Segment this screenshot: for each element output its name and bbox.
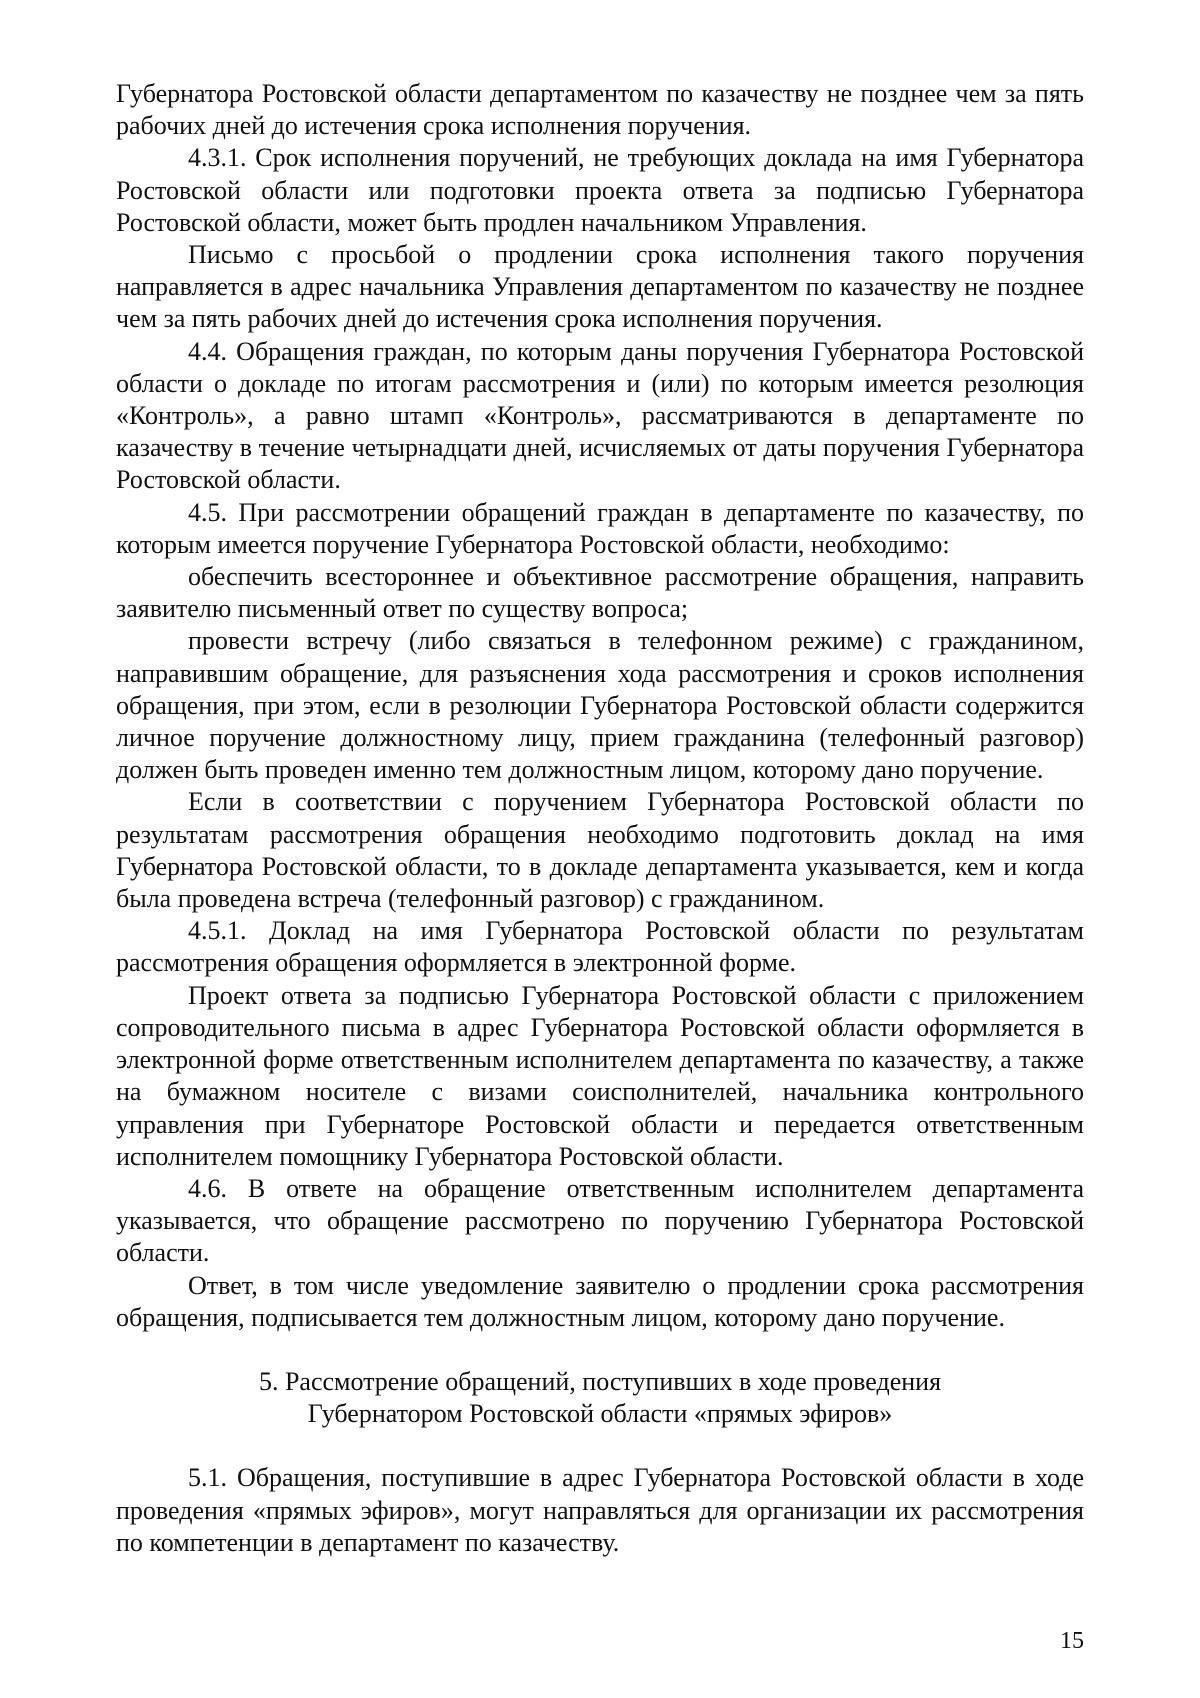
paragraph-4-5-1: 4.5.1. Доклад на имя Губернатора Ростовской области по результатам рассмотрения обращения оформляется в электронной форме. (116, 916, 1084, 978)
paragraph-4-6: 4.6. В ответе на обращение ответственным исполнителем департамента указывается, что обращение рассмотрено по поручению Губернатора Ростовской области. (116, 1173, 1084, 1268)
paragraph-draft-answer: Проект ответа за подписью Губернатора Ростовской области с приложением сопроводительного письма в адрес Губернатора Ростовской области оформляется в электронной форме ответственным исполнителем департамента по казачеству, а также на бумажном носителе с визами соисполнителей, начальника контрольного управления при Губернаторе Ростовской области и передается ответственным исполнителем помощнику Губернатора Ростовской области. (116, 980, 1084, 1171)
paragraph-hold-meeting: провести встречу (либо связаться в телефонном режиме) с гражданином, направившим обращение, для разъяснения хода рассмотрения и сроков исполнения обращения, при этом, если в резолюции Губернатора Ростовской области содержится личное поручение должностному лицу, прием гражданина (телефонный разговор) должен быть проведен именно тем должностным лицом, которому дано поручение. (116, 626, 1084, 785)
document-page (116, 78, 1084, 1559)
paragraph-ensure-review: обеспечить всестороннее и объективное рассмотрение обращения, направить заявителю письменный ответ по существу вопроса; (116, 562, 1084, 624)
paragraph-4-3-1: 4.3.1. Срок исполнения поручений, не требующих доклада на имя Губернатора Ростовской области или подготовки проекта ответа за подписью Губернатора Ростовской области, может быть продлен начальником Управления. (116, 143, 1084, 237)
paragraph-4-4: 4.4. Обращения граждан, по которым даны поручения Губернатора Ростовской области о докладе по итогам рассмотрения и (или) по которым имеется резолюция «Контроль», а равно штамп «Контроль», рассматриваются в департаменте по казачеству в течение четырнадцати дней, исчисляемых от даты поручения Губернатора Ростовской области. (116, 336, 1084, 495)
page-number: 15 (1060, 1628, 1084, 1654)
section-heading-line2: Губернатором Ростовской области «прямых эфиров» (307, 1399, 893, 1429)
section-heading-line1: 5. Рассмотрение обращений, поступивших в ходе проведения (258, 1366, 942, 1396)
section-heading (116, 1366, 1084, 1430)
paragraph-extension-letter: Письмо с просьбой о продлении срока исполнения такого поручения направляется в адрес начальника Управления департаментом по казачеству не позднее чем за пять рабочих дней до истечения срока исполнения поручения. (116, 240, 1084, 334)
paragraph-report-meeting: Если в соответствии с поручением Губернатора Ростовской области по результатам рассмотрения обращения необходимо подготовить доклад на имя Губернатора Ростовской области, то в докладе департамента указывается, кем и когда была проведена встреча (телефонный разговор) с гражданином. (116, 787, 1084, 914)
paragraph-4-5: 4.5. При рассмотрении обращений граждан в департаменте по казачеству, по которым имеется поручение Губернатора Ростовской области, необходимо: (116, 497, 1084, 559)
paragraph-continuation: Губернатора Ростовской области департаментом по казачеству не позднее чем за пять рабочих дней до истечения срока исполнения поручения. (116, 79, 1084, 141)
paragraph-5-1: 5.1. Обращения, поступившие в адрес Губернатора Ростовской области в ходе проведения «прямых эфиров», могут направляться для организации их рассмотрения по компетенции в департамент по казачеству. (116, 1463, 1084, 1557)
paragraph-answer-signature: Ответ, в том числе уведомление заявителю о продлении срока рассмотрения обращения, подписывается тем должностным лицом, которому дано поручение. (116, 1270, 1084, 1332)
